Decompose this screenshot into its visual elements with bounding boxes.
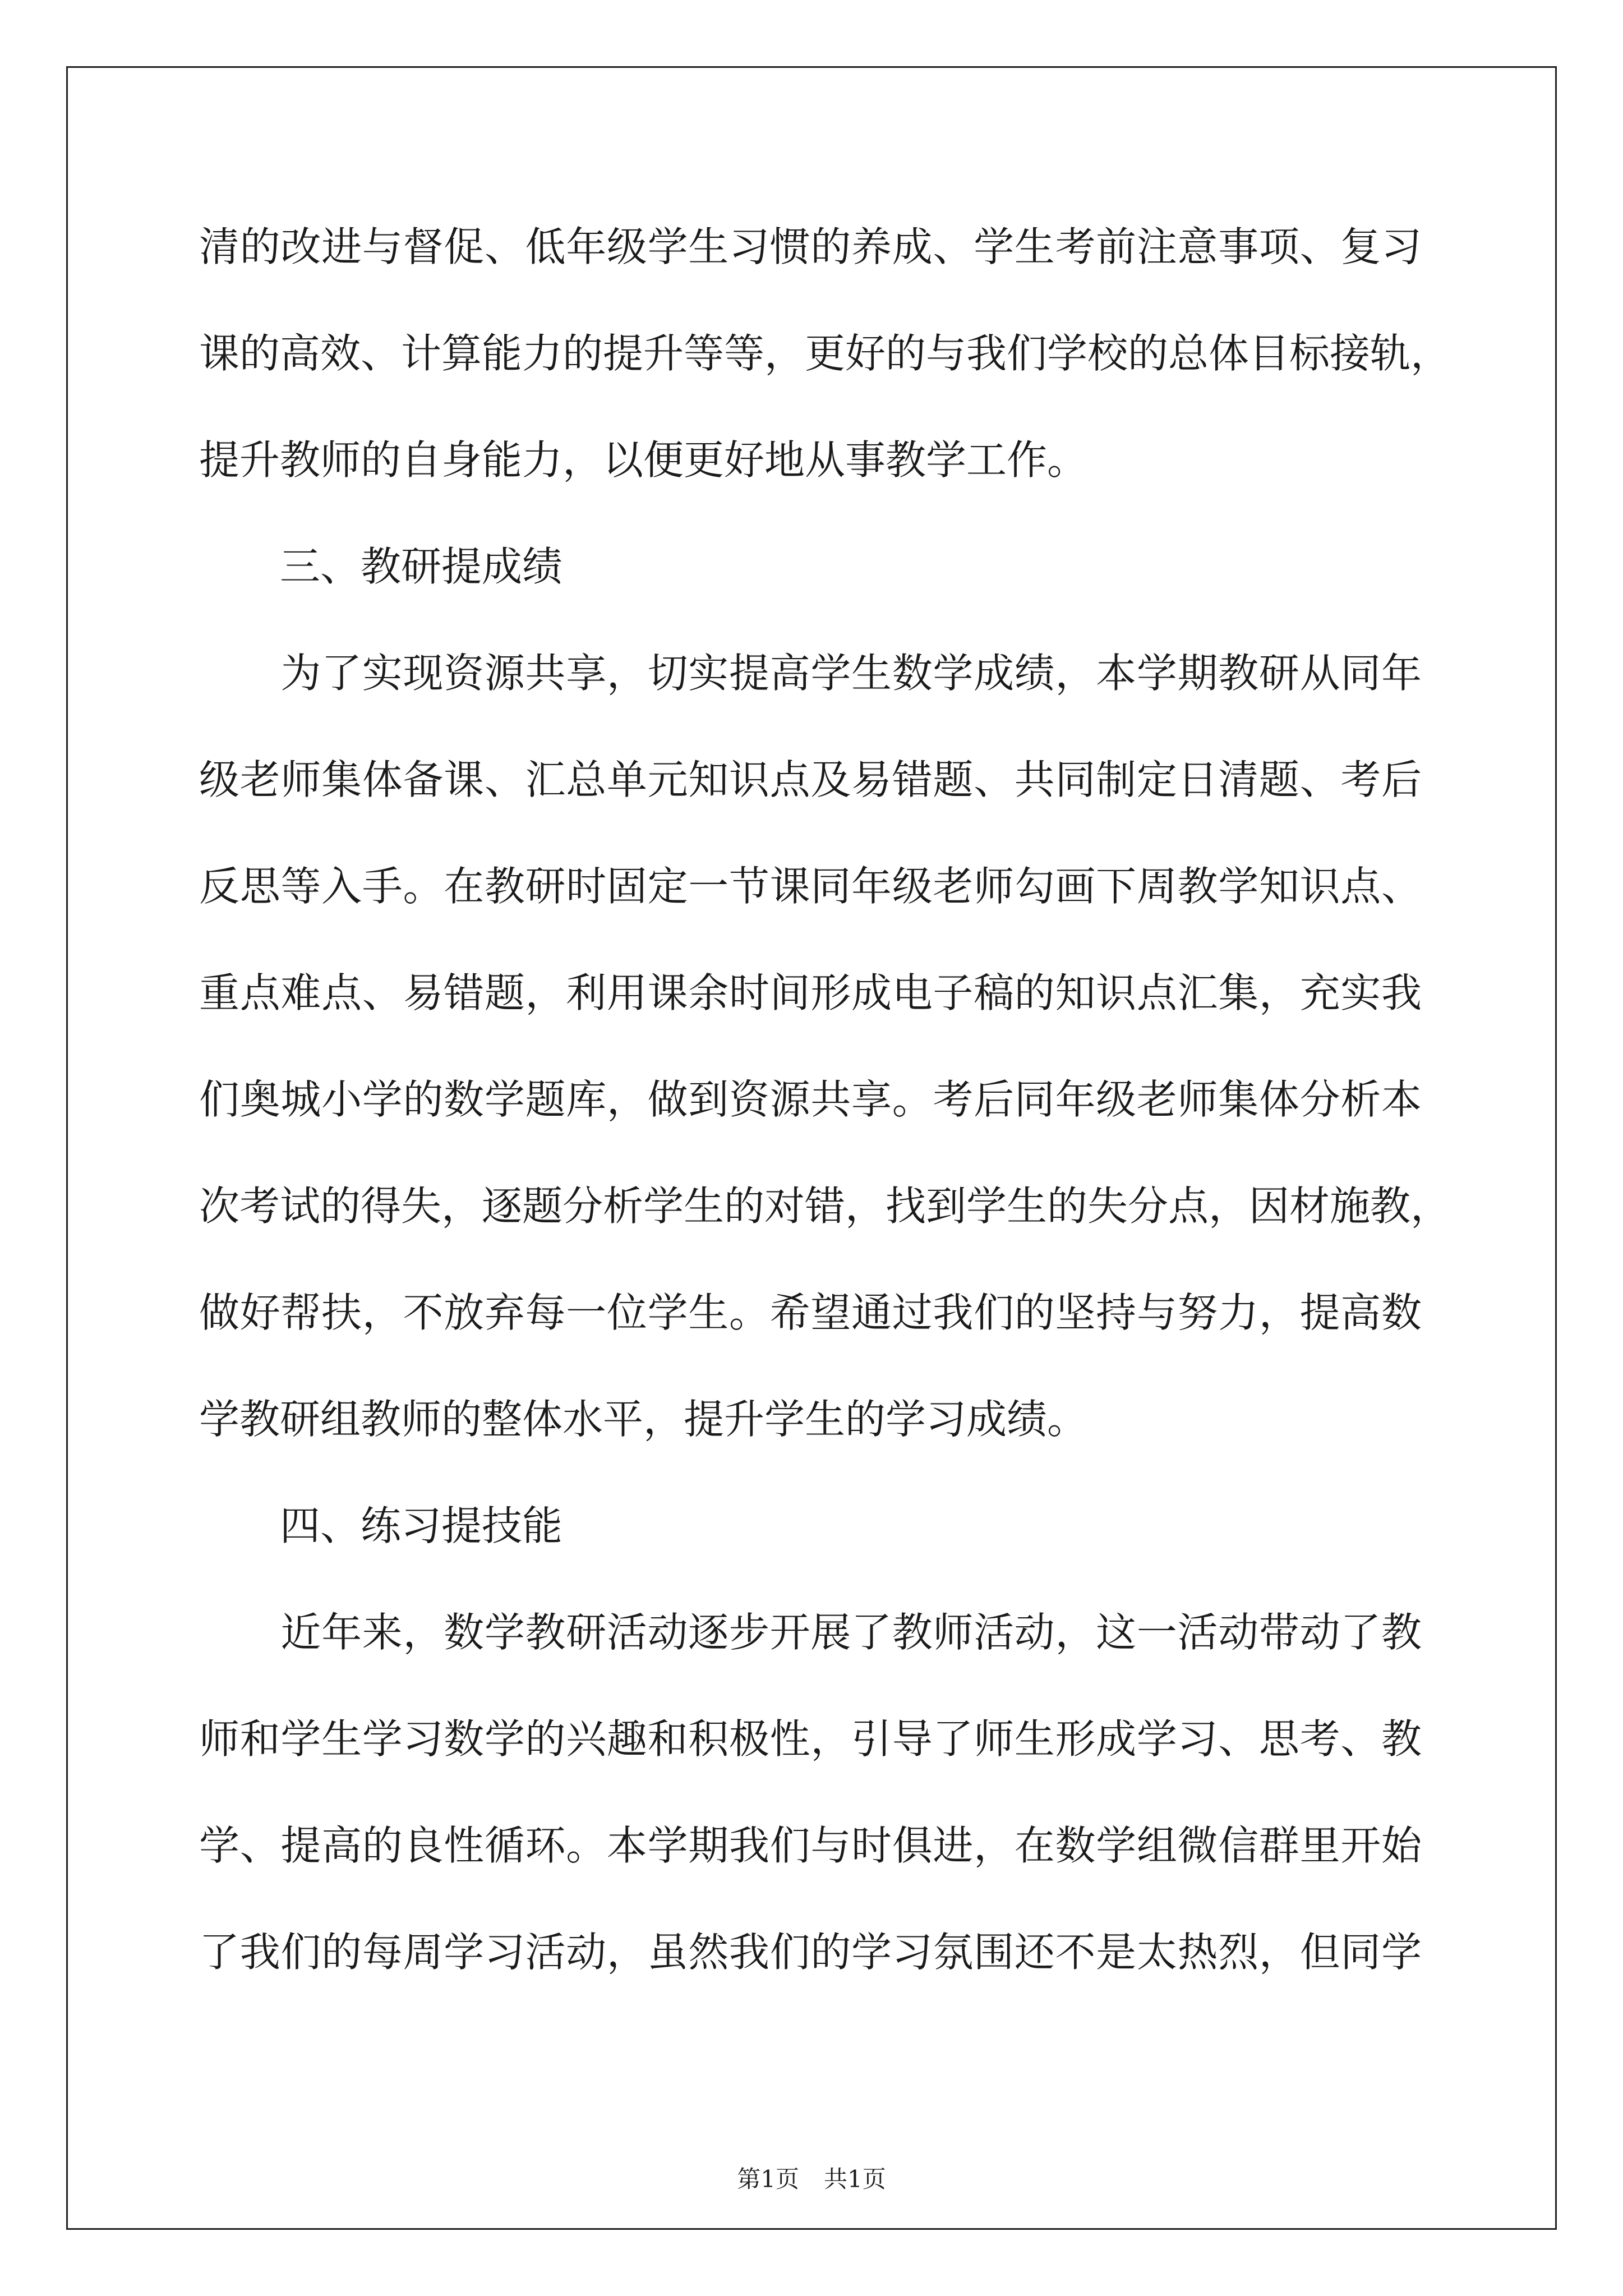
section-heading: 三、教研提成绩 [199,543,563,590]
document-body [199,202,1451,2014]
paragraph-line: 近年来，数学教研活动逐步开展了教师活动，这一活动带动了教 [199,1609,1422,1656]
paragraph-line: 学、提高的良性循环。本学期我们与时俱进，在数学组微信群里开始 [199,1822,1422,1869]
paragraph-line: 课的高效、计算能力的提升等等，更好的与我们学校的总体目标接轨， [199,330,1451,377]
paragraph-line: 重点难点、易错题，利用课余时间形成电子稿的知识点汇集，充实我 [199,969,1422,1016]
paragraph-line: 为了实现资源共享，切实提高学生数学成绩，本学期教研从同年 [199,650,1422,697]
paragraph-line: 了我们的每周学习活动，虽然我们的学习氛围还不是太热烈，但同学 [199,1929,1422,1976]
paragraph-line: 反思等入手。在教研时固定一节课同年级老师勾画下周教学知识点、 [199,863,1422,910]
page-footer [0,2160,1623,2199]
paragraph-line: 们奥城小学的数学题库，做到资源共享。考后同年级老师集体分析本 [199,1076,1422,1123]
section-heading: 四、练习提技能 [199,1502,563,1549]
paragraph-line: 师和学生学习数学的兴趣和积极性，引导了师生形成学习、思考、教 [199,1715,1422,1763]
total-pages: 共1页 [824,2165,886,2193]
paragraph-line: 学教研组教师的整体水平，提升学生的学习成绩。 [199,1396,1088,1443]
paragraph-line: 做好帮扶，不放弃每一位学生。希望通过我们的坚持与努力，提高数 [199,1289,1422,1336]
paragraph-line: 清的改进与督促、低年级学生习惯的养成、学生考前注意事项、复习 [199,223,1422,270]
paragraph-line: 次考试的得失，逐题分析学生的对错，找到学生的失分点，因材施教， [199,1182,1451,1230]
page-number: 第1页 [737,2165,799,2193]
paragraph-line: 提升教师的自身能力，以便更好地从事教学工作。 [199,436,1088,484]
paragraph-line: 级老师集体备课、汇总单元知识点及易错题、共同制定日清题、考后 [199,756,1422,803]
